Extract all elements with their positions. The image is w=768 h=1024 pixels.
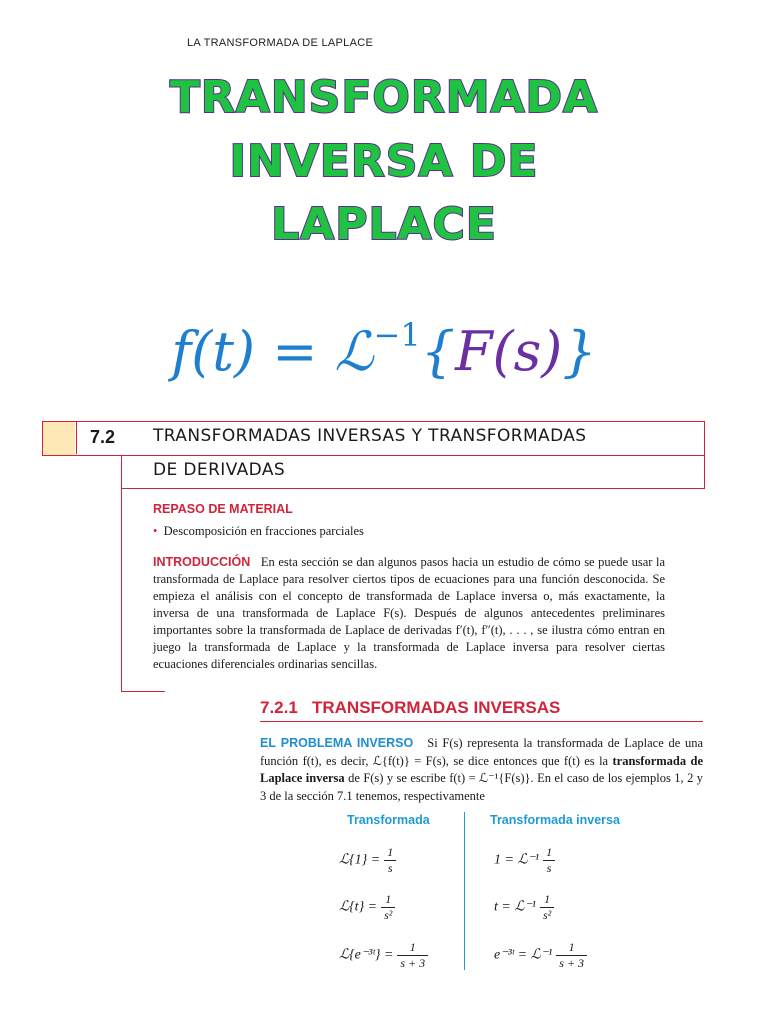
frac-den: s: [546, 861, 552, 875]
problema-text-a: Si F(s) representa la transformada de Laplace de una función f(t), es decir, ℒ{f(t)} = F(s), se dice entonces que f(t) es la: [260, 736, 703, 768]
subsection-heading: [260, 698, 560, 718]
table-cell-left: [339, 940, 428, 971]
frac-num: 1: [397, 940, 428, 956]
frac-den: s²: [543, 908, 552, 922]
formula-lhs: f(t) = ℒ: [171, 320, 374, 383]
intro-bottom-rule: [121, 691, 165, 692]
section-number: 7.2: [90, 427, 116, 447]
title-line-3: LAPLACE: [271, 199, 497, 250]
cell-fraction: [540, 892, 554, 923]
intro-label: INTRODUCCIÓN: [153, 555, 251, 569]
subsection-number: 7.2.1: [260, 698, 298, 717]
problema-bold: transformada de Laplace inversa: [260, 753, 703, 785]
frac-den: s + 3: [559, 956, 585, 970]
intro-paragraph: [153, 554, 665, 673]
title-line-1: TRANSFORMADA: [169, 72, 599, 123]
table-cell-right: [494, 940, 587, 971]
frac-num: 1: [543, 845, 555, 861]
cell-expr: t = ℒ⁻¹: [494, 899, 537, 915]
repaso-heading: REPASO DE MATERIAL: [153, 502, 293, 516]
repaso-item: [153, 524, 364, 539]
frac-num: 1: [540, 892, 554, 908]
frac-den: s²: [384, 908, 393, 922]
frac-den: s + 3: [400, 956, 426, 970]
subsection-rule: [260, 721, 703, 722]
table-cell-right: [494, 892, 554, 923]
formula-brace-close: }: [562, 320, 597, 383]
cell-fraction: [556, 940, 587, 971]
title-line-2: INVERSA DE: [229, 136, 539, 187]
section-number-divider: [76, 421, 77, 454]
cell-expr: ℒ{t} =: [339, 899, 378, 915]
cell-fraction: [543, 845, 555, 876]
problema-paragraph: [260, 735, 703, 805]
formula-inner: F(s): [455, 320, 563, 383]
frac-num: 1: [556, 940, 587, 956]
table-cell-right: [494, 845, 555, 876]
repaso-item-text: Descomposición en fracciones parciales: [163, 524, 364, 538]
problema-text-b: de F(s) y se escribe f(t) = ℒ⁻¹{F(s)}. En el caso de los ejemplos 1, 2 y 3 de la sección 7.1 tenemos, respectivamente: [260, 771, 703, 803]
cell-expr: ℒ{1} =: [339, 852, 381, 868]
cell-fraction: [397, 940, 428, 971]
table-cell-left: [339, 845, 396, 876]
section-number-bg: [43, 422, 75, 455]
subsection-title: TRANSFORMADAS INVERSAS: [311, 698, 561, 717]
formula-brace-open: {: [420, 320, 456, 383]
cell-fraction: [384, 845, 396, 876]
table-header-inversa: Transformada inversa: [490, 813, 620, 827]
cell-expr: e⁻³ᵗ = ℒ⁻¹: [494, 947, 553, 963]
bullet-dot: •: [153, 524, 158, 538]
table-divider: [464, 812, 465, 970]
problema-label: EL PROBLEMA INVERSO: [260, 736, 414, 750]
table-header-transformada: Transformada: [347, 813, 430, 827]
cell-expr: 1 = ℒ⁻¹: [494, 852, 540, 868]
frac-num: 1: [381, 892, 395, 908]
table-cell-left: [339, 892, 395, 923]
running-head: LA TRANSFORMADA DE LAPLACE: [187, 37, 374, 49]
intro-left-rule: [121, 489, 122, 692]
frac-num: 1: [384, 845, 396, 861]
cell-fraction: [381, 892, 395, 923]
cell-expr: ℒ{e⁻³ᵗ} =: [339, 947, 394, 963]
section-title-line-2: DE DERIVADAS: [153, 460, 286, 480]
intro-text: En esta sección se dan algunos pasos hacia un estudio de cómo se puede usar la transformada de Laplace para resolver ciertos tipos de ecuaciones para una función desconocida. Se empieza el análisis con el concepto de transformada de Laplace inversa o, más exactamente, la inversa de una transformada de Laplace F(s). Después de algunos antecedentes preliminares importantes sobre la transformada de Laplace de derivadas f′(t), f″(t), . . . , se ilustra cómo entran en juego la transformada de Laplace y la transformada de Laplace inversa para resolver ciertas ecuaciones diferenciales ordinarias sencillas.: [153, 555, 665, 671]
section-title-line-1: TRANSFORMADAS INVERSAS Y TRANSFORMADAS: [153, 426, 587, 446]
formula-exponent: −1: [373, 316, 421, 354]
inverse-laplace-formula: [0, 316, 768, 383]
frac-den: s: [387, 861, 393, 875]
